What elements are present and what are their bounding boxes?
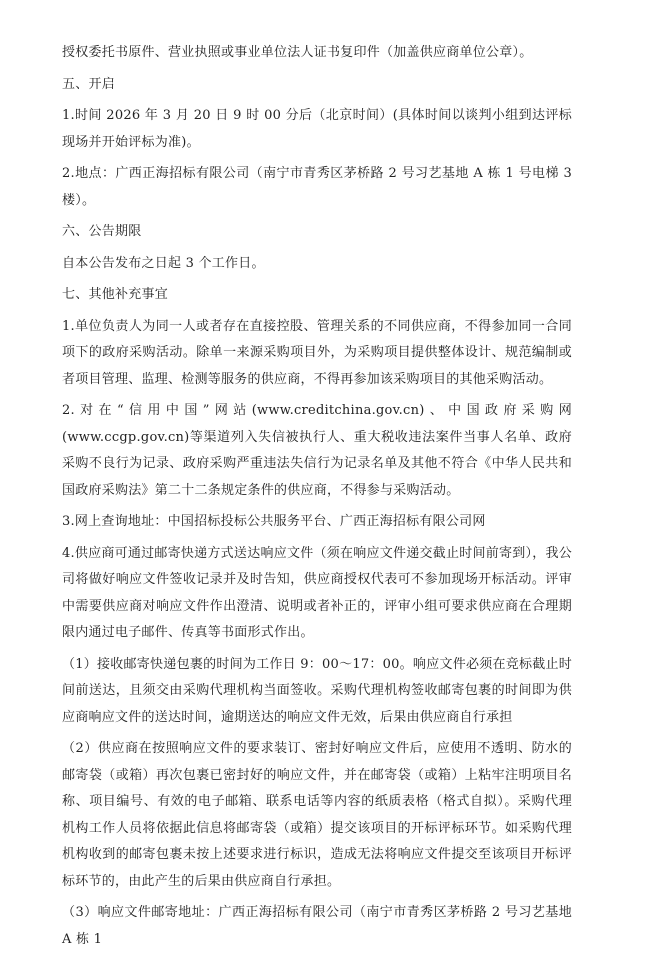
paragraph-authorization-docs: 授权委托书原件、营业执照或事业单位法人证书复印件（加盖供应商单位公章）。 <box>62 45 533 60</box>
paragraph-opening-time: 1.时间 2026 年 3 月 20 日 9 时 00 分后（北京时间）(具体时间以谈判小组到达评标现场并开始评标为准)。 <box>62 108 572 150</box>
paragraph-subitem-2: （2）供应商在按照响应文件的要求装订、密封好响应文件后，应使用不透明、防水的邮寄袋（或箱）再次包裹已密封好的响应文件，并在邮寄袋（或箱）上粘牢注明项目名称、项目编号、有效的电子邮箱、联系电话等内容的纸质表格（格式自拟）。采购代理机构工作人员将依据此信息将邮寄袋（或箱）提交该项目的开标评标环节。如采购代理机构收到的邮寄包裹未按上述要求进行标识，造成无法将响应文件提交至该项目开标评标环节的，由此产生的后果由供应商自行承担。 <box>62 741 572 889</box>
paragraph-item-1: 1.单位负责人为同一人或者存在直接控股、管理关系的不同供应商，不得参加同一合同项下的政府采购活动。除单一来源采购项目外，为采购项目提供整体设计、规范编制或者项目管理、监理、检测等服务的供应商，不得再参加该采购项目的其他采购活动。 <box>62 318 572 387</box>
paragraph-item-3: 3.网上查询地址：中国招标投标公共服务平台、广西正海招标有限公司网 <box>62 514 486 529</box>
section-heading-opening: 五、开启 <box>62 76 116 92</box>
paragraph-opening-location: 2.地点：广西正海招标有限公司（南宁市青秀区茅桥路 2 号习艺基地 A 栋 1 号电梯 3 楼）。 <box>62 166 572 208</box>
paragraph-notice-period: 自本公告发布之日起 3 个工作日。 <box>62 255 265 271</box>
paragraph-subitem-3: （3）响应文件邮寄地址：广西正海招标有限公司（南宁市青秀区茅桥路 2 号习艺基地 A 栋 1 <box>62 905 572 947</box>
section-heading-other-matters: 七、其他补充事宜 <box>62 287 169 302</box>
paragraph-subitem-1: （1）接收邮寄快递包裹的时间为工作日 9：00～17：00。响应文件必须在竞标截止时间前送达，且须交由采购代理机构当面签收。采购代理机构签收邮寄包裹的时间即为供应商响应文件的送达时间，逾期送达的响应文件无效，后果由供应商自行承担 <box>62 656 572 725</box>
section-heading-notice-period: 六、公告期限 <box>62 224 142 239</box>
paragraph-item-2: 2.对在“信用中国”网站(www.creditchina.gov.cn)、中国政府采购网(www.ccgp.gov.cn)等渠道列入失信被执行人、重大税收违法案件当事人名单、政府采购不良行为记录、政府采购严重违法失信行为记录名单及其他不符合《中华人民共和国政府采购法》第二十二条规定条件的供应商，不得参与采购活动。 <box>62 403 572 498</box>
paragraph-item-4: 4.供应商可通过邮寄快递方式送达响应文件（须在响应文件递交截止时间前寄到），我公司将做好响应文件签收记录并及时告知，供应商授权代表可不参加现场开标活动。评审中需要供应商对响应文件作出澄清、说明或者补正的，评审小组可要求供应商在合理期限内通过电子邮件、传真等书面形式作出。 <box>62 545 572 640</box>
document-body <box>62 40 572 958</box>
